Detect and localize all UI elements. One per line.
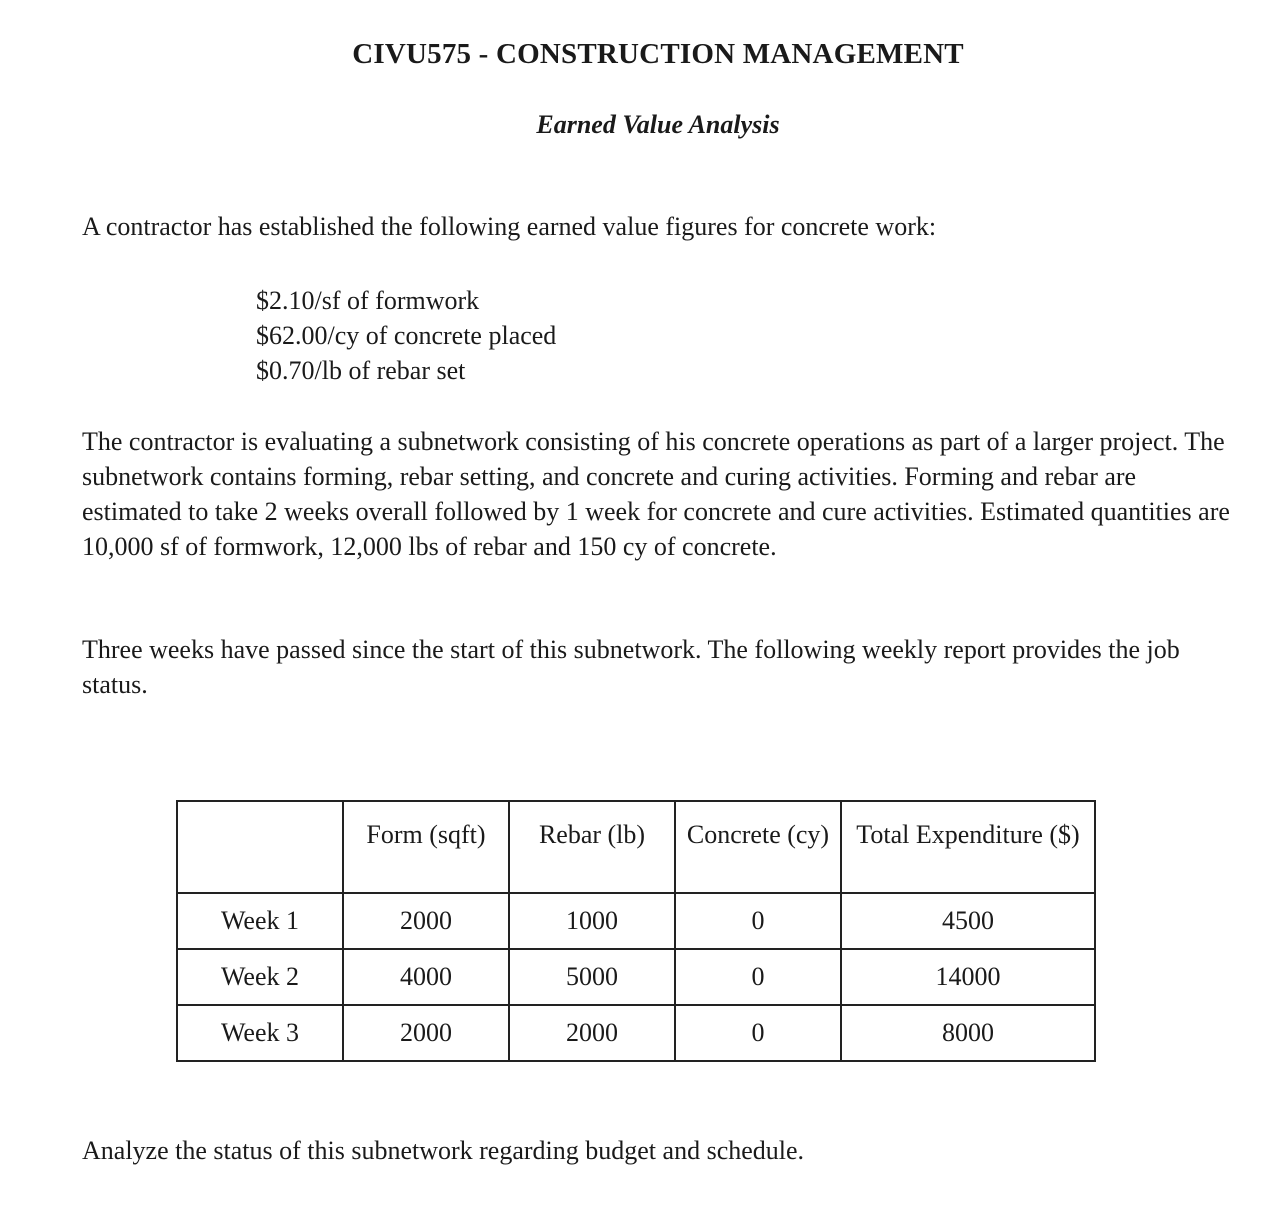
- rebar-value: 2000: [509, 1005, 675, 1061]
- form-value: 2000: [343, 1005, 509, 1061]
- form-value: 2000: [343, 893, 509, 949]
- concrete-value: 0: [675, 949, 841, 1005]
- expenditure-value: 8000: [841, 1005, 1095, 1061]
- row-label: Week 3: [177, 1005, 343, 1061]
- expenditure-value: 14000: [841, 949, 1095, 1005]
- header-cell-concrete: Concrete (cy): [675, 801, 841, 893]
- table-row: [177, 1005, 1095, 1061]
- question-text: Analyze the status of this subnetwork regarding budget and schedule.: [82, 1136, 805, 1165]
- intro-text: A contractor has established the following earned value figures for concrete work:: [82, 212, 937, 241]
- rate-concrete: $62.00/cy of concrete placed: [256, 321, 557, 350]
- rate-formwork: $2.10/sf of formwork: [256, 286, 480, 315]
- subnetwork-description: The contractor is evaluating a subnetwork consisting of his concrete operations as part of a larger project. The subnetwork contains forming, rebar setting, and concrete and curing activities. Forming and rebar are estimated to take 2 weeks overall followed by 1 week for concrete and cure activities. Estimated quantities are 10,000 sf of formwork, 12,000 lbs of rebar and 150 cy of concrete.: [82, 427, 1230, 561]
- row-label: Week 1: [177, 893, 343, 949]
- header-cell-blank: [177, 801, 343, 893]
- rate-rebar: $0.70/lb of rebar set: [256, 356, 466, 385]
- header-cell-total-expenditure: Total Expenditure ($): [841, 801, 1095, 893]
- status-intro: Three weeks have passed since the start of this subnetwork. The following weekly report provides the job status.: [82, 635, 1180, 699]
- row-label: Week 2: [177, 949, 343, 1005]
- page-subtitle: Earned Value Analysis: [536, 110, 780, 139]
- form-value: 4000: [343, 949, 509, 1005]
- expenditure-value: 4500: [841, 893, 1095, 949]
- weekly-report-table: [176, 800, 1096, 1062]
- concrete-value: 0: [675, 893, 841, 949]
- concrete-value: 0: [675, 1005, 841, 1061]
- table-row: [177, 949, 1095, 1005]
- rebar-value: 5000: [509, 949, 675, 1005]
- header-cell-rebar: Rebar (lb): [509, 801, 675, 893]
- header-cell-form: Form (sqft): [343, 801, 509, 893]
- earned-value-rates-list: [256, 283, 556, 388]
- table-row: [177, 893, 1095, 949]
- table-header-row: [177, 801, 1095, 893]
- rebar-value: 1000: [509, 893, 675, 949]
- course-title: CIVU575 - CONSTRUCTION MANAGEMENT: [352, 38, 964, 70]
